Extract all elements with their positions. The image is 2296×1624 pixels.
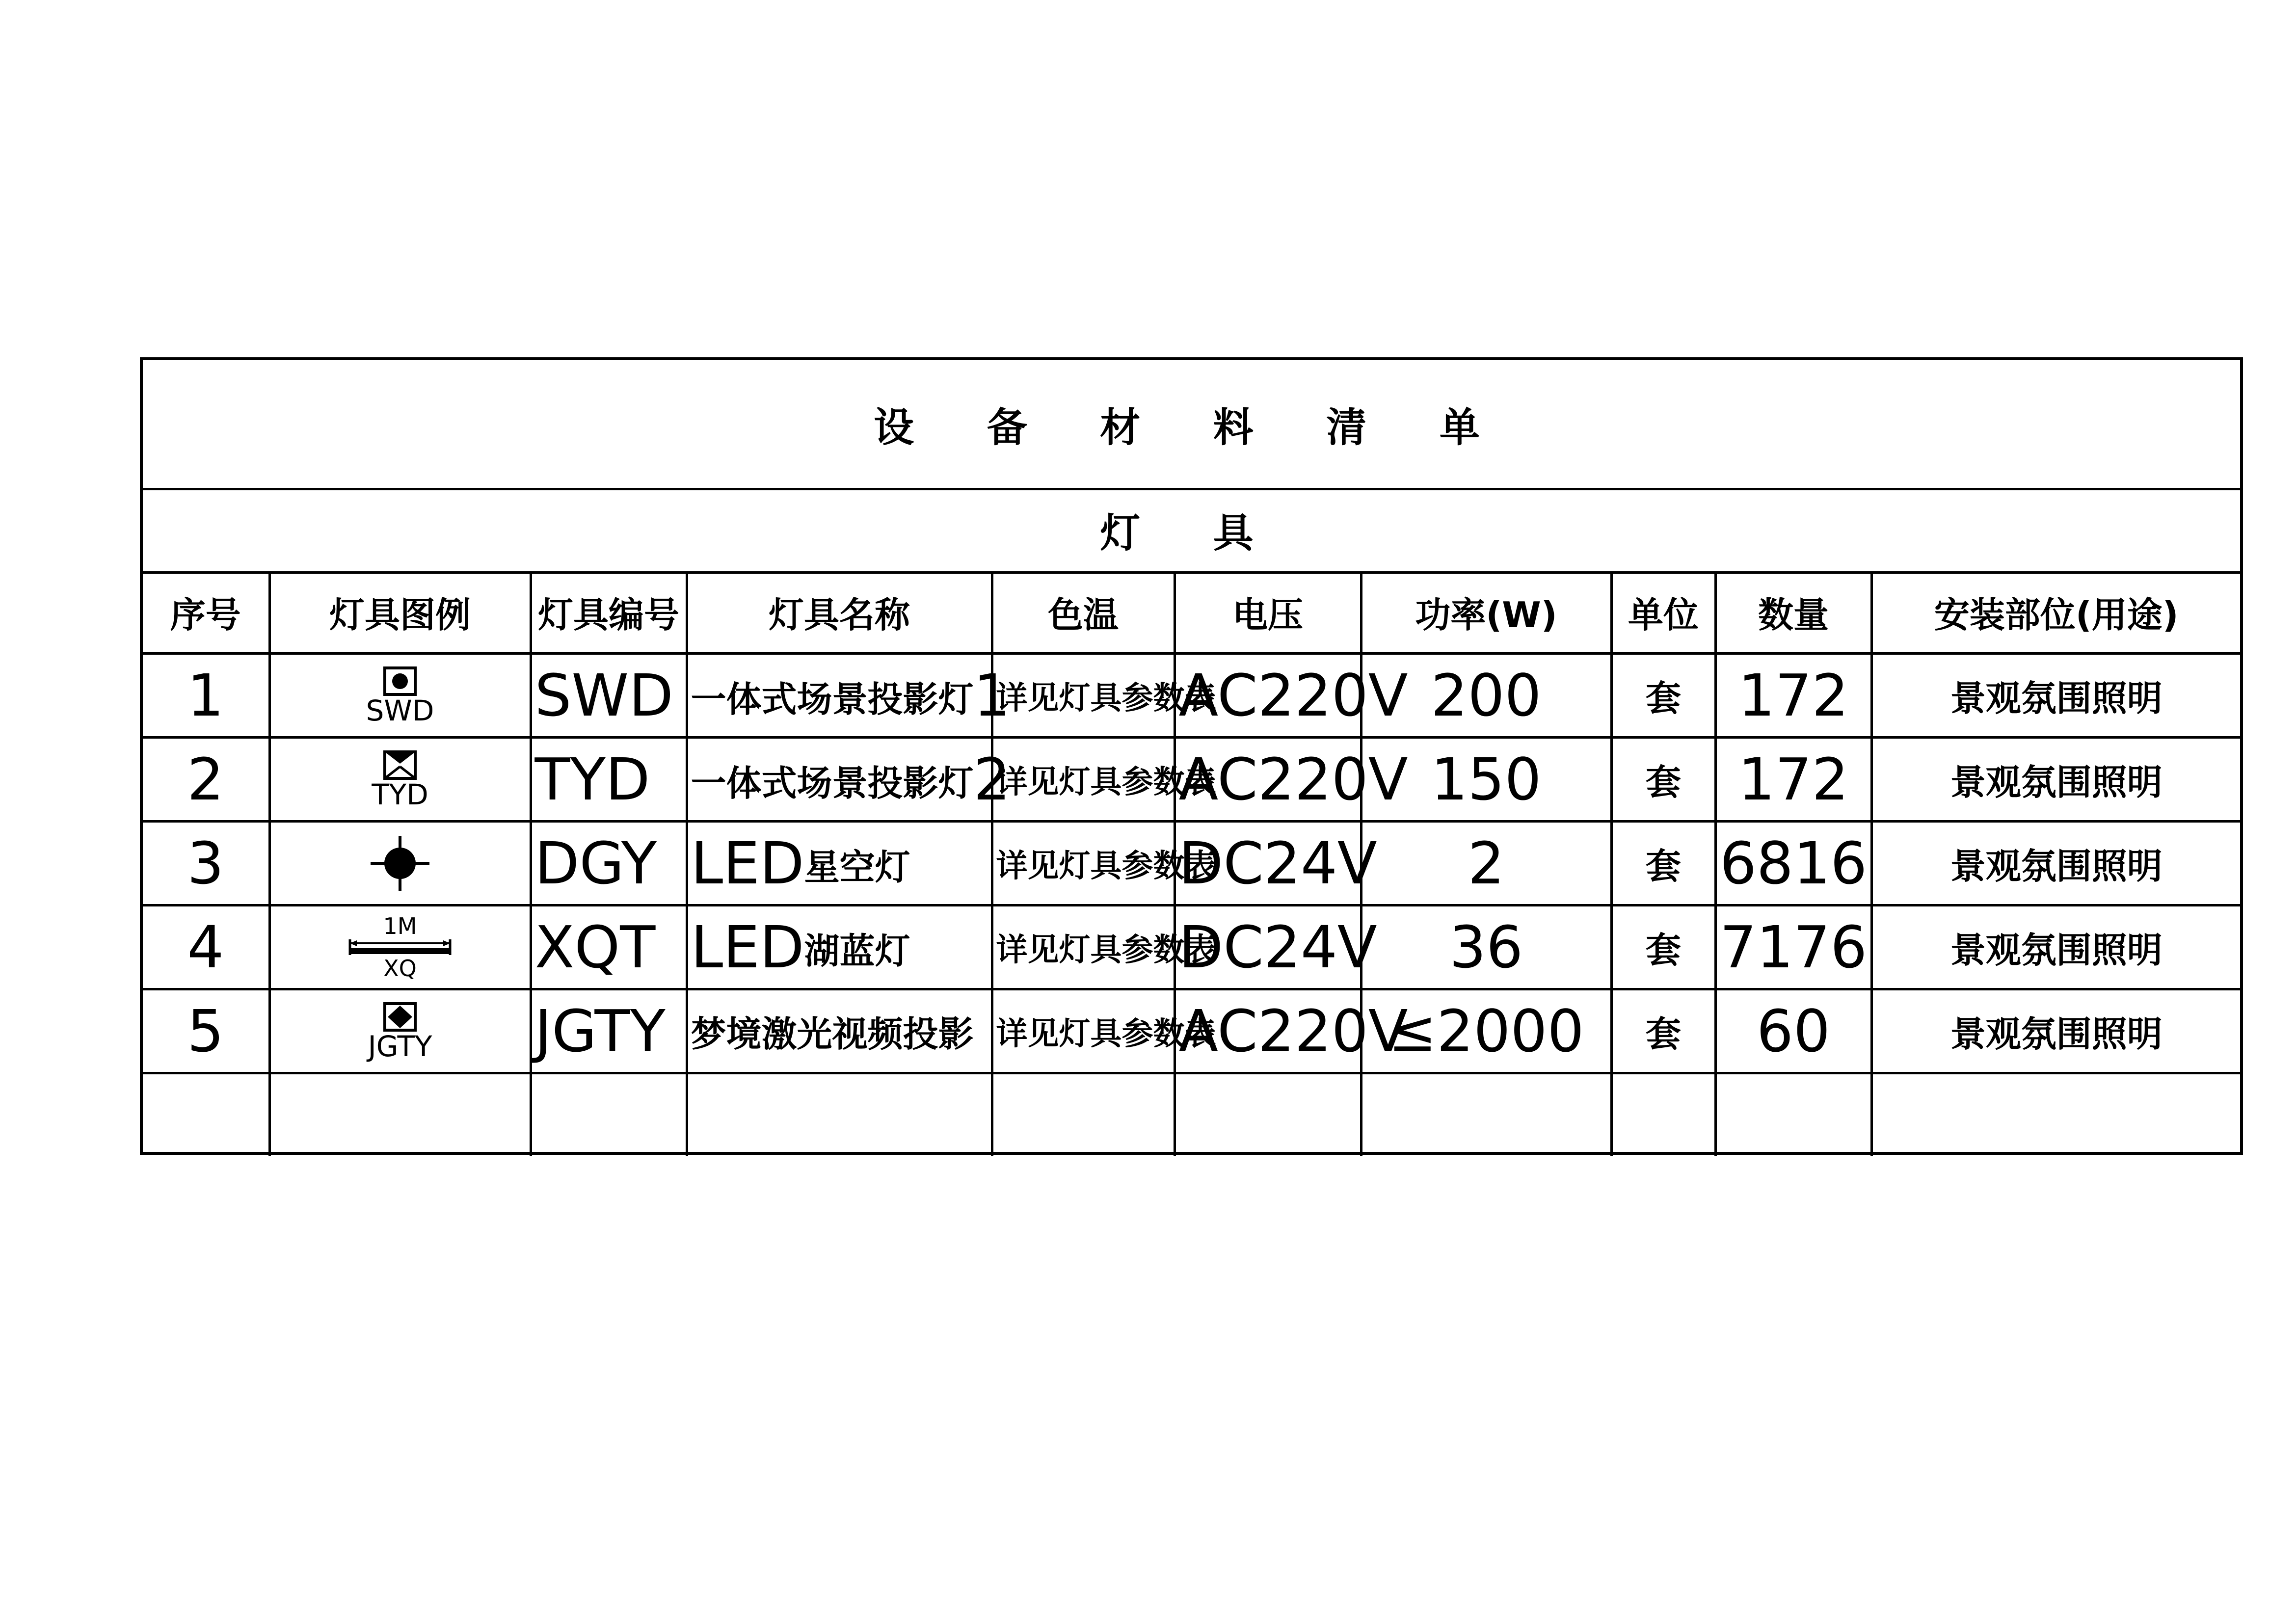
cell-code: JGTY: [531, 989, 687, 1073]
cell-purpose: 景观氛围照明: [1871, 738, 2240, 822]
cell-unit: 套: [1611, 905, 1715, 989]
cell-power: ≤2000: [1361, 989, 1611, 1073]
cell-voltage: AC220V: [1175, 738, 1361, 822]
symbol-code: JGTY: [368, 1030, 432, 1063]
cell-color-temp: 详见灯具参数表: [992, 654, 1175, 738]
crosshair-dot-icon: [366, 834, 434, 893]
table-row: [143, 822, 2240, 905]
cell-no: 1: [143, 654, 269, 738]
cell-power: 200: [1361, 654, 1611, 738]
table-row: [143, 989, 2240, 1073]
cell-voltage: AC220V: [1175, 989, 1361, 1073]
header-symbol: 灯具图例: [269, 571, 531, 654]
cell-color-temp: 详见灯具参数表: [992, 738, 1175, 822]
linear-strip-icon: [346, 937, 454, 957]
square-envelope-icon: [383, 750, 417, 780]
empty-cell: [1715, 1073, 1871, 1156]
header-code: 灯具编号: [531, 571, 687, 654]
cell-qty: 7176: [1715, 905, 1871, 989]
cell-qty: 172: [1715, 738, 1871, 822]
empty-cell: [1361, 1073, 1611, 1156]
cell-symbol: [269, 905, 531, 989]
cell-name: LED星空灯: [687, 822, 992, 905]
cell-unit: 套: [1611, 654, 1715, 738]
header-color-temp: 色温: [992, 571, 1175, 654]
fixtures-grid: [143, 571, 2240, 1156]
table-row: [143, 905, 2240, 989]
table-row-empty: [143, 1073, 2240, 1156]
cell-name: 梦境激光视频投影: [687, 989, 992, 1073]
cell-color-temp: 详见灯具参数表: [992, 989, 1175, 1073]
cell-code: SWD: [531, 654, 687, 738]
header-purpose: 安装部位(用途): [1871, 571, 2240, 654]
empty-cell: [1871, 1073, 2240, 1156]
table-subtitle: 灯 具: [143, 488, 2240, 574]
table-title: 设 备 材 料 清 单: [143, 360, 2240, 490]
cell-power: 36: [1361, 905, 1611, 989]
symbol-top-label: 1M: [383, 913, 417, 939]
cell-symbol: [269, 654, 531, 738]
header-name: 灯具名称: [687, 571, 992, 654]
empty-cell: [269, 1073, 531, 1156]
empty-cell: [1175, 1073, 1361, 1156]
cell-code: XQT: [531, 905, 687, 989]
cell-voltage: AC220V: [1175, 654, 1361, 738]
cell-purpose: 景观氛围照明: [1871, 905, 2240, 989]
cell-symbol: [269, 989, 531, 1073]
cell-name: 一体式场景投影灯2: [687, 738, 992, 822]
cell-name: 一体式场景投影灯1: [687, 654, 992, 738]
cell-color-temp: 详见灯具参数表: [992, 822, 1175, 905]
cell-qty: 172: [1715, 654, 1871, 738]
cell-no: 2: [143, 738, 269, 822]
header-row: [143, 571, 2240, 654]
cell-unit: 套: [1611, 989, 1715, 1073]
cell-power: 2: [1361, 822, 1611, 905]
square-diamond-icon: [383, 1002, 417, 1032]
table-row: [143, 738, 2240, 822]
cell-purpose: 景观氛围照明: [1871, 822, 2240, 905]
cell-symbol: [269, 822, 531, 905]
cell-symbol: [269, 738, 531, 822]
empty-cell: [143, 1073, 269, 1156]
cell-code: TYD: [531, 738, 687, 822]
header-voltage: 电压: [1175, 571, 1361, 654]
cell-unit: 套: [1611, 822, 1715, 905]
cell-voltage: DC24V: [1175, 905, 1361, 989]
cell-no: 4: [143, 905, 269, 989]
symbol-code: TYD: [372, 778, 428, 811]
square-dot-icon: [383, 666, 417, 696]
empty-cell: [1611, 1073, 1715, 1156]
header-no: 序号: [143, 571, 269, 654]
cell-power: 150: [1361, 738, 1611, 822]
symbol-code: XQ: [383, 955, 417, 982]
table-row: [143, 654, 2240, 738]
equipment-list-table: [140, 357, 2243, 1155]
empty-cell: [687, 1073, 992, 1156]
symbol-code: SWD: [366, 694, 434, 727]
cell-no: 5: [143, 989, 269, 1073]
empty-cell: [992, 1073, 1175, 1156]
cell-no: 3: [143, 822, 269, 905]
cell-purpose: 景观氛围照明: [1871, 654, 2240, 738]
cell-purpose: 景观氛围照明: [1871, 989, 2240, 1073]
empty-cell: [531, 1073, 687, 1156]
cell-name: LED湖蓝灯: [687, 905, 992, 989]
header-power: 功率(W): [1361, 571, 1611, 654]
cell-qty: 6816: [1715, 822, 1871, 905]
cell-unit: 套: [1611, 738, 1715, 822]
cell-voltage: DC24V: [1175, 822, 1361, 905]
cell-color-temp: 详见灯具参数表: [992, 905, 1175, 989]
header-qty: 数量: [1715, 571, 1871, 654]
cell-code: DGY: [531, 822, 687, 905]
cell-qty: 60: [1715, 989, 1871, 1073]
header-unit: 单位: [1611, 571, 1715, 654]
